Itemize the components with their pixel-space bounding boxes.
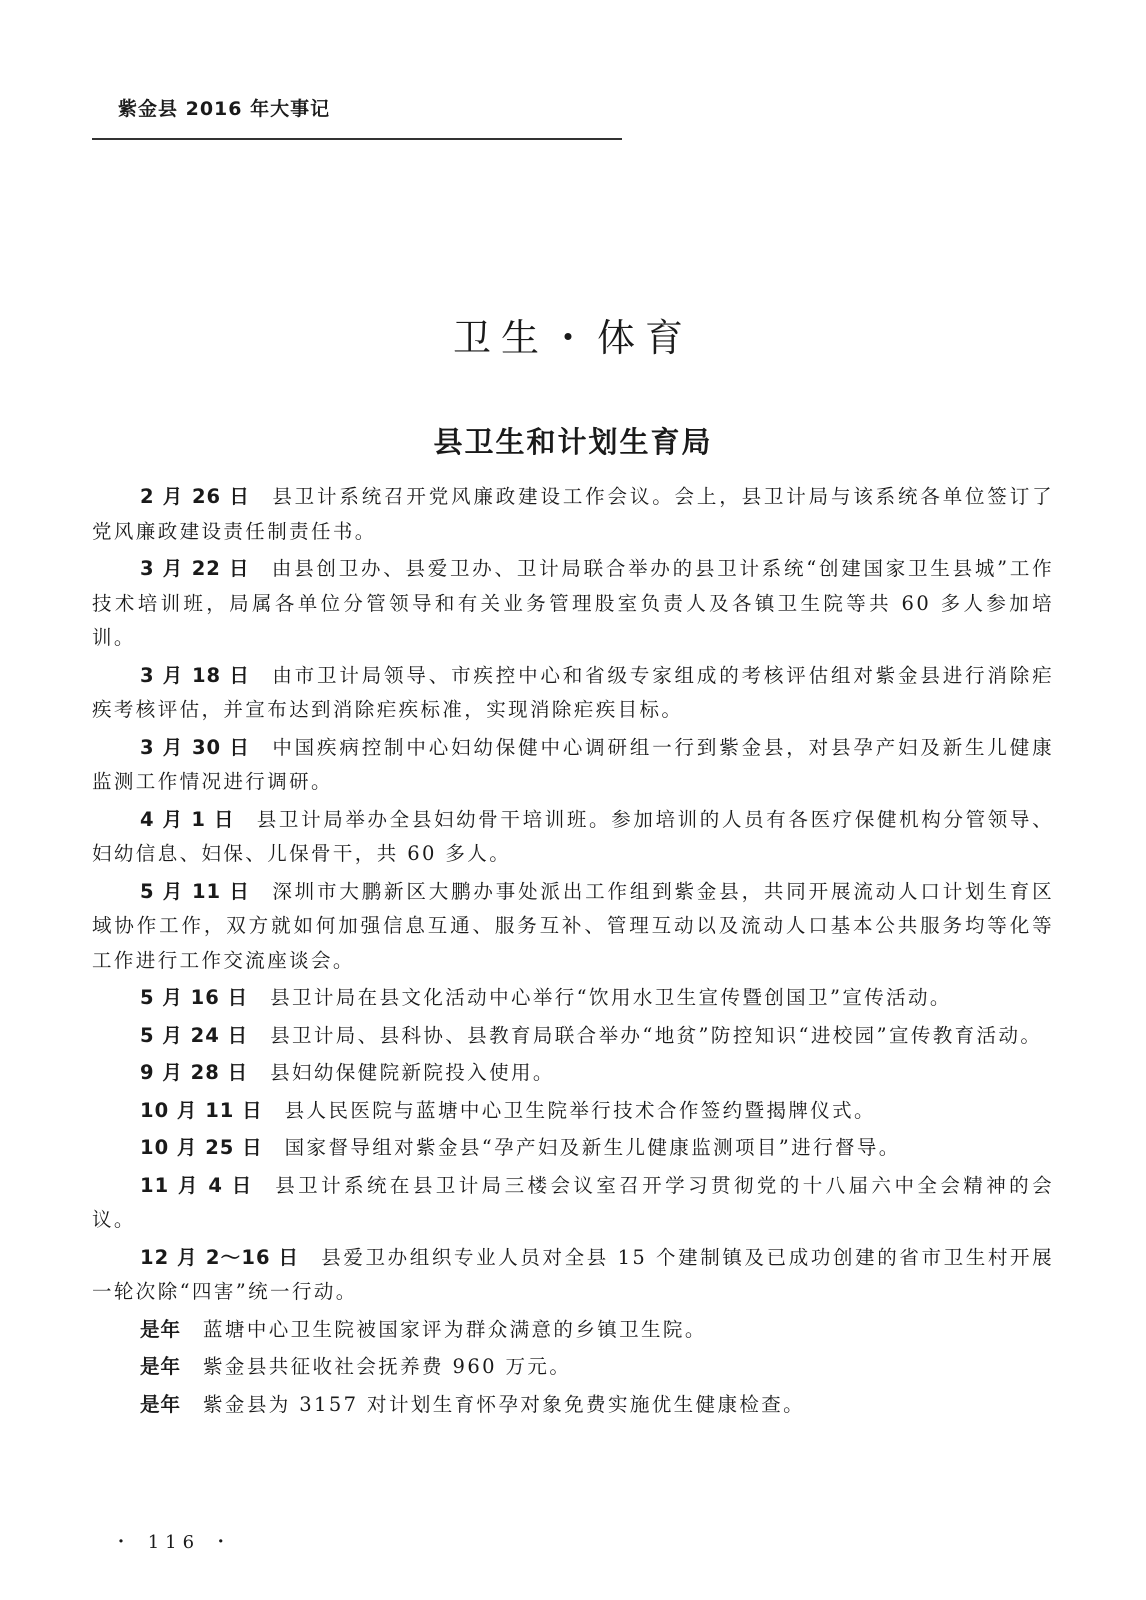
entry-date: 3 月 30 日 — [140, 735, 251, 759]
entry-date: 10 月 11 日 — [140, 1098, 263, 1122]
subsection-title: 县卫生和计划生育局 — [433, 425, 713, 460]
entry — [92, 1350, 1054, 1385]
entry-text: 深圳市大鹏新区大鹏办事处派出工作组到紫金县，共同开展流动人口计划生育区域协作工作，双方就如何加强信息互通、服务互补、管理互动以及流动人口基本公共服务均等化等工作进行工作交流座谈会。 — [92, 879, 1054, 972]
entry — [92, 1388, 1054, 1423]
entry-date: 是年 — [140, 1355, 182, 1378]
entry-text: 县卫计局举办全县妇幼骨干培训班。参加培训的人员有各医疗保健机构分管领导、妇幼信息、妇保、儿保骨干，共 60 多人。 — [92, 807, 1054, 865]
header-rule — [92, 138, 622, 140]
entry-date: 3 月 22 日 — [140, 557, 250, 580]
entry-date: 是年 — [140, 1317, 182, 1341]
entry-date: 11 月 4 日 — [140, 1173, 254, 1197]
entry — [92, 480, 1054, 549]
entry-text: 中国疾病控制中心妇幼保健中心调研组一行到紫金县，对县孕产妇及新生儿健康监测工作情况进行调研。 — [92, 735, 1054, 793]
entry-text: 蓝塘中心卫生院被国家评为群众满意的乡镇卫生院。 — [203, 1317, 707, 1341]
section-title: 卫生・体育 — [452, 316, 693, 361]
entry-text: 由市卫计局领导、市疾控中心和省级专家组成的考核评估组对紫金县进行消除疟疾考核评估，并宣布达到消除疟疾标准，实现消除疟疾目标。 — [92, 663, 1054, 721]
entry — [92, 1241, 1054, 1310]
entry — [92, 1131, 1054, 1166]
entry — [92, 1094, 1054, 1129]
entry-text: 县卫计系统召开党风廉政建设工作会议。会上，县卫计局与该系统各单位签订了党风廉政建设责任制责任书。 — [92, 485, 1054, 543]
entry-date: 2 月 26 日 — [140, 485, 251, 508]
entry-date: 5 月 16 日 — [140, 986, 249, 1009]
entry — [92, 552, 1054, 656]
entry-date: 4 月 1 日 — [140, 807, 235, 831]
entry — [92, 731, 1054, 800]
entry-date: 5 月 24 日 — [140, 1023, 249, 1047]
entry — [92, 1169, 1054, 1238]
running-header: 紫金县 2016 年大事记 — [118, 98, 331, 120]
page-number: ・ 116 ・ — [112, 1532, 236, 1553]
entry — [92, 659, 1054, 728]
entry-text: 县人民医院与蓝塘中心卫生院举行技术合作签约暨揭牌仪式。 — [284, 1098, 876, 1122]
entry — [92, 875, 1054, 979]
entry-date: 3 月 18 日 — [140, 663, 251, 687]
entry-text: 紫金县共征收社会抚养费 960 万元。 — [203, 1355, 572, 1378]
entry-date: 12 月 2～16 日 — [140, 1245, 300, 1269]
entry-text: 县爱卫办组织专业人员对全县 15 个建制镇及已成功创建的省市卫生村开展一轮次除“四害”统一行动。 — [92, 1245, 1054, 1303]
entry-date: 10 月 25 日 — [140, 1136, 263, 1159]
entry-text: 国家督导组对紫金县“孕产妇及新生儿健康监测项目”进行督导。 — [284, 1136, 901, 1159]
entry-text: 县卫计局在县文化活动中心举行“饮用水卫生宣传暨创国卫”宣传活动。 — [270, 986, 952, 1009]
entry-date: 5 月 11 日 — [140, 879, 251, 903]
entry-text: 紫金县为 3157 对计划生育怀孕对象免费实施优生健康检查。 — [203, 1392, 806, 1416]
entry — [92, 981, 1054, 1016]
entry — [92, 1019, 1054, 1054]
entry-text: 县妇幼保健院新院投入使用。 — [270, 1061, 555, 1084]
entry-text: 县卫计系统在县卫计局三楼会议室召开学习贯彻党的十八届六中全会精神的会议。 — [92, 1173, 1054, 1231]
entry-date: 是年 — [140, 1392, 182, 1416]
entry — [92, 1313, 1054, 1348]
entry-date: 9 月 28 日 — [140, 1061, 249, 1084]
entry — [92, 803, 1054, 872]
entry-text: 县卫计局、县科协、县教育局联合举办“地贫”防控知识“进校园”宣传教育活动。 — [270, 1023, 1043, 1047]
entry-text: 由县创卫办、县爱卫办、卫计局联合举办的县卫计系统“创建国家卫生县城”工作技术培训班，局属各单位分管领导和有关业务管理股室负责人及各镇卫生院等共 60 多人参加培训。 — [92, 557, 1055, 649]
entries-list — [92, 480, 1054, 1425]
entry — [92, 1056, 1054, 1091]
